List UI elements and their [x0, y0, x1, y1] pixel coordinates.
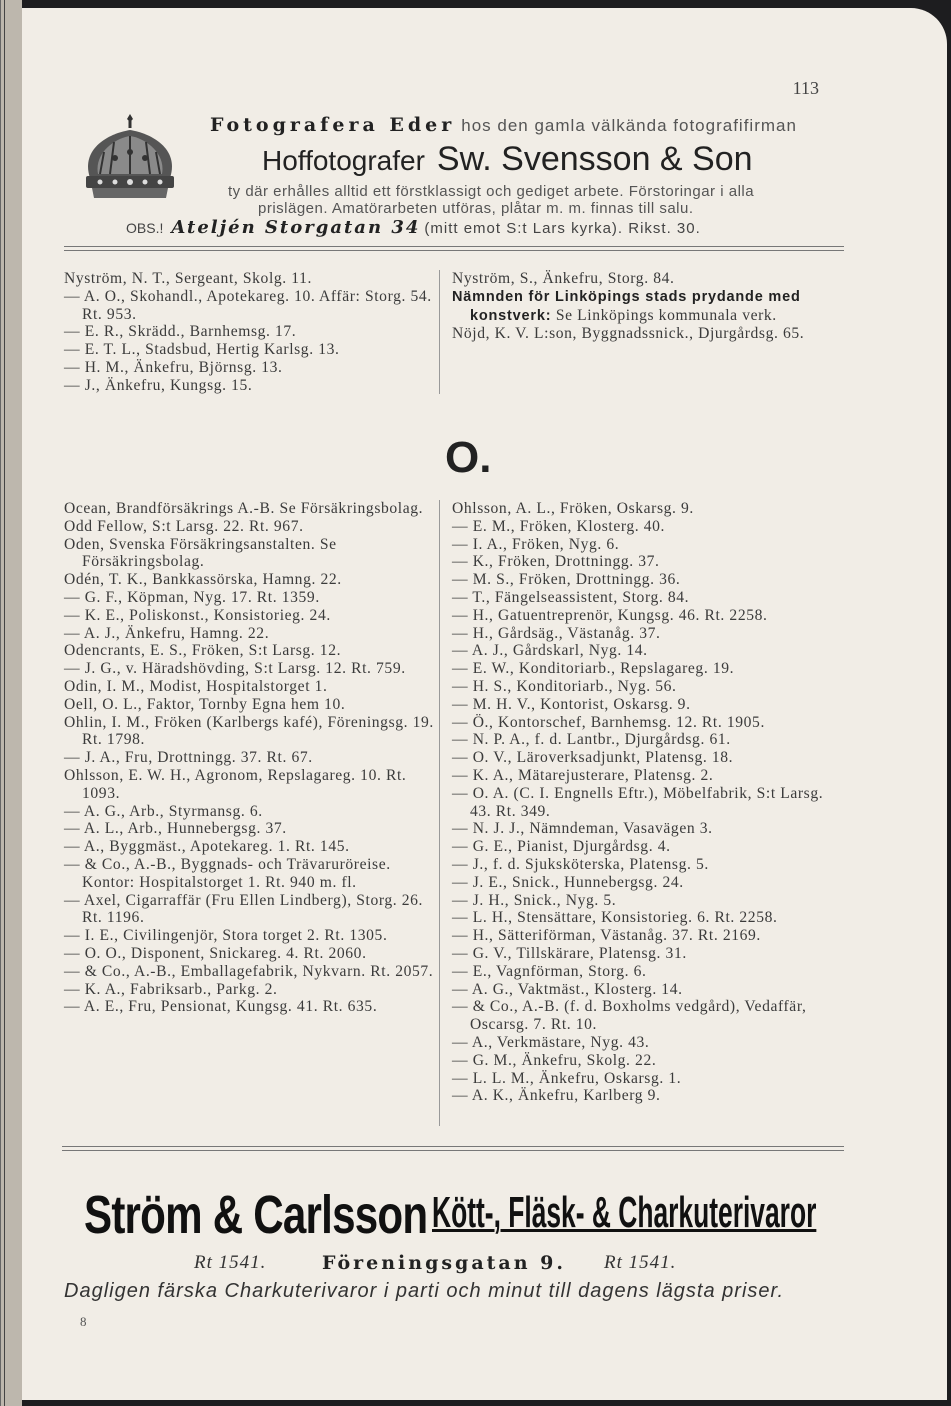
header-rule [64, 246, 844, 247]
photo-ad-address [126, 217, 701, 238]
photo-ad-atelier: Ateljén Storgatan 34 [171, 217, 421, 238]
directory-entry: — A. J., Gårdskarl, Nyg. 14. [452, 642, 648, 660]
directory-entry [452, 288, 844, 326]
signature-mark: 8 [80, 1314, 87, 1329]
directory-entry: — A. G., Arb., Styrmansg. 6. [64, 802, 263, 820]
directory-entry: — J., f. d. Sjuksköterska, Platensg. 5. [452, 855, 709, 873]
photo-ad-company-right: Sw. Svensson & Son [436, 140, 753, 178]
photo-ad-obs: OBS.! [126, 220, 164, 236]
directory-entry: — T., Fängelseassistent, Storg. 84. [452, 588, 690, 606]
directory-entry-bold: Nämnden för Linköpings stads prydande med konstverk: [452, 288, 801, 324]
directory-entry: — Axel, Cigarraffär (Fru Ellen Lindberg), Storg. 26. Rt. 1196. [64, 891, 424, 927]
directory-entry: — A. E., Fru, Pensionat, Kungsg. 41. Rt. 635. [64, 998, 378, 1016]
directory-entry: — J., Änkefru, Kungsg. 15. [64, 376, 253, 394]
photo-ad-title-rest: hos den gamla välkända fotografifirman [461, 116, 797, 135]
top-column-divider [439, 270, 440, 394]
butcher-ad-rt-right: Rt 1541. [604, 1252, 677, 1273]
directory-entry: — O. O., Disponent, Snickareg. 4. Rt. 2060. [64, 944, 367, 962]
main-left-column [64, 500, 440, 1016]
directory-entry: Oell, O. L., Faktor, Tornby Egna hem 10. [64, 695, 346, 713]
directory-entry: — L. H., Stensättare, Konsistorieg. 6. Rt. 2258. [452, 909, 778, 927]
directory-entry: — Ö., Kontorschef, Barnhemsg. 12. Rt. 1905. [452, 713, 765, 731]
directory-entry: — H., Gårdsäg., Västanåg. 37. [452, 624, 661, 642]
directory-entry: — J. E., Snick., Hunnebergsg. 24. [452, 873, 684, 891]
top-right-column [452, 270, 844, 343]
butcher-ad-rt-left: Rt 1541. [194, 1252, 267, 1273]
directory-entry: — G. V., Tillskärare, Platensg. 31. [452, 944, 687, 962]
photo-ad-body [228, 183, 838, 217]
directory-entry [452, 270, 844, 288]
directory-entry: — G. M., Änkefru, Skolg. 22. [452, 1051, 657, 1069]
directory-entry: Odin, I. M., Modist, Hospitalstorget 1. [64, 677, 328, 695]
photo-ad-headline [210, 114, 797, 137]
directory-entry: — K. E., Poliskonst., Konsistorieg. 24. [64, 606, 331, 624]
photo-ad-company [262, 140, 753, 179]
directory-entry: — M. S., Fröken, Drottningg. 36. [452, 571, 681, 589]
directory-entry: Nyström, N. T., Sergeant, Skolg. 11. [64, 270, 312, 287]
directory-entry: — K. A., Fabriksarb., Parkg. 2. [64, 980, 278, 998]
directory-entry: — & Co., A.-B., Byggnads- och Trävaruröreise. Kontor: Hospitalstorget 1. Rt. 940 m. fl. [64, 855, 391, 891]
directory-entry: Ohlsson, A. L., Fröken, Oskarsg. 9. [452, 500, 694, 517]
directory-entry: Ohlsson, E. W. H., Agronom, Repslagareg. 10. Rt. 1093. [64, 766, 407, 802]
butcher-ad-slogan: Dagligen färska Charkuterivaror i parti och minut till dagens lägsta priser. [64, 1280, 784, 1302]
directory-entry [452, 325, 844, 343]
photo-ad-body-line2: prislägen. Amatörarbeten utföras, plåtar m. m. finnas till salu. [258, 200, 694, 217]
scan-left-edge [0, 0, 22, 1406]
directory-entry: — A., Verkmästare, Nyg. 43. [452, 1033, 650, 1051]
directory-entry: — & Co., A.-B. (f. d. Boxholms vedgård), Vedaffär, Oscarsg. 7. Rt. 10. [452, 998, 807, 1034]
directory-entry: — G. F., Köpman, Nyg. 17. Rt. 1359. [64, 588, 320, 606]
directory-entry: — & Co., A.-B., Emballagefabrik, Nykvarn. Rt. 2057. [64, 962, 434, 980]
main-right-column [452, 500, 844, 1105]
directory-entry: — K. A., Mätarejusterare, Platensg. 2. [452, 766, 714, 784]
directory-entry-text: Se Linköpings kommunala verk. [551, 306, 777, 324]
butcher-ad-name: Ström & Carlsson [84, 1185, 428, 1245]
directory-entry: — N. J. J., Nämndeman, Vasavägen 3. [452, 820, 713, 838]
directory-entry: — A. L., Arb., Hunnebergsg. 37. [64, 820, 287, 838]
section-letter: O. [445, 433, 492, 482]
butcher-ad-address: Föreningsgatan 9. [322, 1252, 566, 1274]
directory-entry: — E., Vagnförman, Storg. 6. [452, 962, 647, 980]
directory-entry: — E. T. L., Stadsbud, Hertig Karlsg. 13. [64, 341, 340, 359]
directory-entry-text: Nöjd, K. V. L:son, Byggnadssnick., Djurgårdsg. 65. [452, 325, 805, 343]
directory-entry: — J. A., Fru, Drottningg. 37. Rt. 67. [64, 749, 313, 767]
directory-entry: — H., Sätteriförman, Västanåg. 37. Rt. 2169. [452, 927, 761, 945]
directory-page [22, 8, 947, 1400]
directory-entry-text: Nyström, S., Änkefru, Storg. 84. [452, 270, 675, 287]
photo-ad-body-line1: ty där erhålles alltid ett förstklassigt och gediget arbete. Förstoringar i alla [228, 183, 755, 200]
directory-entry: — I. A., Fröken, Nyg. 6. [452, 535, 620, 553]
directory-entry: — M. H. V., Kontorist, Oskarsg. 9. [452, 695, 691, 713]
top-left-column [64, 270, 440, 395]
directory-entry: — A. G., Vaktmäst., Klosterg. 14. [452, 980, 683, 998]
directory-entry: — J. H., Snick., Nyg. 5. [452, 891, 617, 909]
photo-ad-spaced-title: Fotografera Eder [210, 114, 456, 136]
directory-entry: — E. W., Konditoriarb., Repslagareg. 19. [452, 660, 735, 678]
crown-icon [70, 108, 190, 208]
directory-entry: — I. E., Civilingenjör, Stora torget 2. Rt. 1305. [64, 927, 388, 945]
directory-entry: Odencrants, E. S., Fröken, S:t Larsg. 12. [64, 642, 342, 660]
directory-entry: — A. O., Skohandl., Apotekareg. 10. Affär: Storg. 54. Rt. 953. [64, 287, 432, 323]
directory-entry: — E. R., Skrädd., Barnhemsg. 17. [64, 323, 297, 341]
directory-entry: — G. E., Pianist, Djurgårdsg. 4. [452, 838, 671, 856]
directory-entry: — H. M., Änkefru, Björnsg. 13. [64, 358, 283, 376]
header-rule-2 [64, 250, 844, 251]
photo-ad-company-left: Hoffotografer [262, 145, 425, 176]
photo-ad-atelier-rest: (mitt emot S:t Lars kyrka). Rikst. 30. [424, 220, 701, 237]
directory-entry: — N. P. A., f. d. Lantbr., Djurgårdsg. 61. [452, 731, 731, 749]
directory-entry: — H., Gatuentreprenör, Kungsg. 46. Rt. 2258. [452, 606, 768, 624]
directory-entry: Odd Fellow, S:t Larsg. 22. Rt. 967. [64, 517, 304, 535]
bottom-ad-rule [62, 1146, 844, 1147]
directory-entry: — O. A. (C. I. Engnells Eftr.), Möbelfabrik, S:t Larsg. 43. Rt. 349. [452, 784, 824, 820]
directory-entry: — E. M., Fröken, Klosterg. 40. [452, 517, 666, 535]
directory-entry: — K., Fröken, Drottningg. 37. [452, 553, 660, 571]
page-number: 113 [792, 78, 819, 98]
directory-entry: — A. K., Änkefru, Karlberg 9. [452, 1087, 661, 1105]
directory-entry: — A. J., Änkefru, Hamng. 22. [64, 624, 270, 642]
directory-entry: Ocean, Brandförsäkrings A.-B. Se Försäkringsbolag. [64, 500, 424, 517]
directory-entry: — L. L. M., Änkefru, Oskarsg. 1. [452, 1069, 682, 1087]
directory-entry: Odén, T. K., Bankkassörska, Hamng. 22. [64, 571, 342, 589]
directory-entry: — H. S., Konditoriarb., Nyg. 56. [452, 677, 677, 695]
bottom-ad-rule-2 [62, 1150, 844, 1151]
directory-entry: — O. V., Läroverksadjunkt, Platensg. 18. [452, 749, 734, 767]
directory-entry: Oden, Svenska Försäkringsanstalten. Se Försäkringsbolag. [64, 535, 337, 571]
directory-entry: — A., Byggmäst., Apotekareg. 1. Rt. 145. [64, 838, 350, 856]
directory-entry: — J. G., v. Häradshövding, S:t Larsg. 12. Rt. 759. [64, 660, 406, 678]
main-column-divider [439, 500, 440, 1126]
butcher-ad-goods: Kött-, Fläsk- & Charkuterivaror [432, 1188, 817, 1237]
directory-entry: Ohlin, I. M., Fröken (Karlbergs kafé), Föreningsg. 19. Rt. 1798. [64, 713, 434, 749]
